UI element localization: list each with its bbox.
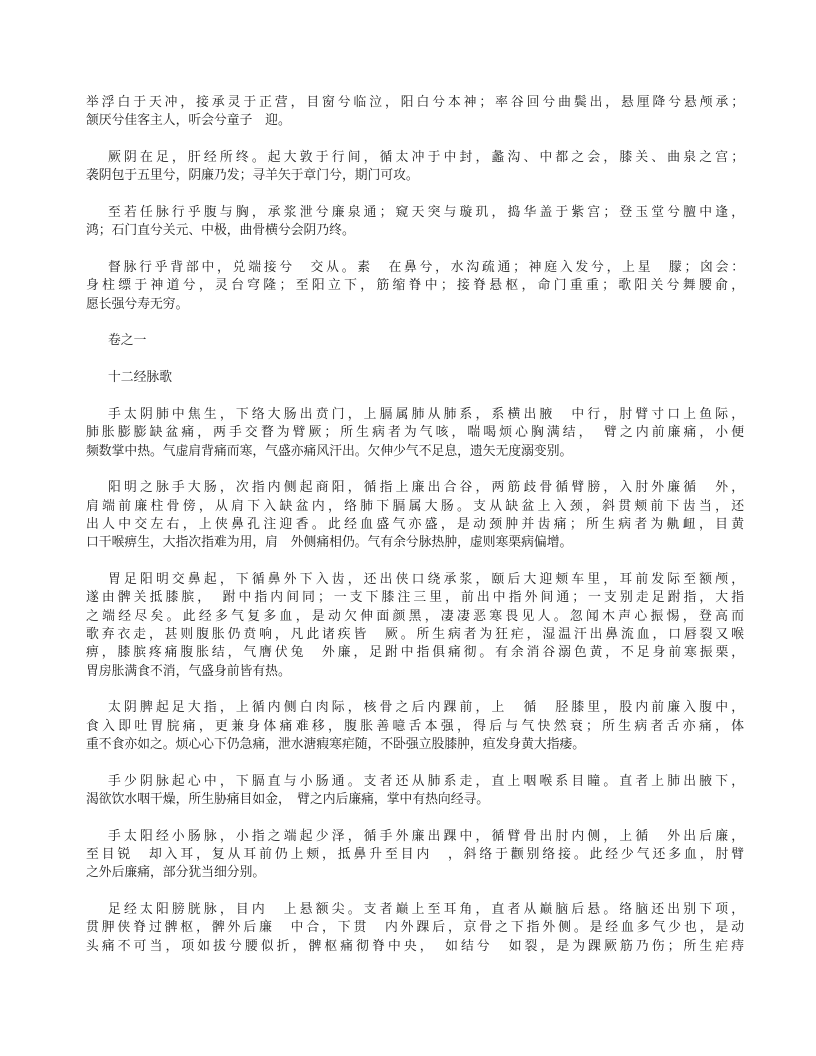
text-line: 胃足阳明交鼻起，下循鼻外下入齿，还出侠口绕承浆，颐后大迎颊车里，耳前发际至额颅， (108, 571, 744, 586)
text-line: 愿长强兮寿无穷。 (86, 296, 189, 311)
text-line: 阳明之脉手大肠，次指内侧起商阳，循指上廉出合谷，两筋歧骨循臂膀，入肘外廉循 外， (108, 480, 744, 495)
text-line: 之端经尽矣。此经多气复多血，是动欠伸面颜黑，凄凄恶寒畏见人。忽闻木声心振惕，登高而 (86, 608, 744, 623)
text-line: 至若任脉行乎腹与胸，承浆泄兮廉泉通；窥天突与璇玑，捣华盖于紫宫；登玉堂兮膻中逢， (108, 205, 744, 220)
text-line: 卷之一 (108, 333, 147, 348)
text-line: 颔厌兮佳客主人，听会兮童子 迎。 (86, 113, 291, 128)
paragraph (86, 900, 744, 955)
text-line: 食入即吐胃脘痛，更兼身体痛难移，腹胀善噫舌本强，得后与气快然衰；所生病者舌亦痛，体 (86, 718, 744, 733)
text-line: 十二经脉歌 (108, 370, 172, 385)
text-line: 太阴脾起足大指，上循内侧白肉际，核骨之后内踝前，上 循 胫膝里，股内前廉入腹中， (108, 700, 744, 715)
text-line: 歌弃衣走，甚则腹胀仍贲响，凡此诸疾皆 厥。所生病者为狂疟，湿温汗出鼻流血，口唇裂又喉 (86, 626, 744, 641)
text-line: 手太阴肺中焦生，下络大肠出贲门，上膈属肺从肺系，系横出腋 中行，肘臂寸口上鱼际， (108, 406, 744, 421)
paragraph (86, 93, 744, 130)
paragraph (86, 478, 744, 551)
document-page (86, 93, 744, 955)
text-line: 胃房胀满食不消，气盛身前皆有热。 (86, 663, 291, 678)
paragraph (86, 827, 744, 882)
text-line: 厥阴在足，肝经所终。起大敦于行间，循太冲于中封，蠡沟、中都之会，膝关、曲泉之宫； (108, 150, 744, 165)
text-line: 渴欲饮水咽干燥，所生胁痛目如金， 臂之内后廉痛，掌中有热向经寻。 (86, 792, 490, 807)
paragraph (86, 772, 744, 809)
text-line: 袭阴包于五里兮，阴廉乃发；寻羊矢于章门兮，期门可攻。 (86, 168, 419, 183)
text-line: 肺胀膨膨缺盆痛，两手交瞀为臂厥；所生病者为气咳，喘喝烦心胸满结， 臂之内前廉痛，小便 (86, 425, 744, 440)
text-line: 口干喉痹生，大指次指难为用，肩 外侧痛相仍。气有余兮脉热肿，虚则寒栗病偏增。 (86, 535, 573, 550)
text-line: 肩端前廉柱骨傍，从肩下入缺盆内，络肺下膈属大肠。支从缺盆上入颈，斜贯颊前下齿当，还 (86, 498, 744, 513)
text-line: 之外后廉痛，部分犹当细分别。 (86, 865, 266, 880)
paragraph (86, 698, 744, 753)
paragraph (86, 405, 744, 460)
text-line: 重不食亦如之。烦心心下仍急痛，泄水溏瘕寒疟随，不卧强立股膝肿，疸发身黄大指痿。 (86, 737, 586, 752)
paragraph (86, 203, 744, 240)
text-line: 贯胛侠脊过髀枢，髀外后廉 中合，下贯 内外踝后，京骨之下指外侧。是经血多气少也，是动 (86, 920, 744, 935)
text-line: 手少阴脉起心中，下膈直与小肠通。支者还从肺系走，直上咽喉系目瞳。直者上肺出腋下， (108, 773, 744, 788)
heading (86, 368, 744, 386)
paragraph (86, 258, 744, 313)
text-line: 头痛不可当，项如拔兮腰似折，髀枢痛彻脊中央， 如结兮 如裂，是为踝厥筋乃伤；所生疟痔 (86, 938, 744, 953)
heading (86, 331, 744, 349)
text-line: 频数掌中热。气虚肩背痛而寒，气盛亦痛风汗出。欠伸少气不足息，遗矢无度溺变别。 (86, 443, 573, 458)
text-line: 至目锐 却入耳，复从耳前仍上颊，抵鼻升至目内 ，斜络于颧别络接。此经少气还多血，肘臂 (86, 847, 744, 862)
text-line: 督脉行乎背部中，兑端接兮 交从。素 在鼻兮，水沟疏通；神庭入发兮，上星 朦；囟会： (108, 260, 744, 275)
text-line: 手太阳经小肠脉，小指之端起少泽，循手外廉出踝中，循臂骨出肘内侧，上循 外出后廉， (108, 828, 744, 843)
text-line: 痹，膝膑疼痛腹胀结，气膺伏兔 外廉，足跗中指俱痛彻。有余消谷溺色黄，不足身前寒振栗， (86, 645, 744, 660)
text-line: 遂由髀关抵膝膑， 跗中指内间同；一支下膝注三里，前出中指外间通；一支别走足跗指，大指 (86, 590, 744, 605)
text-line: 身柱缥于神道兮，灵台穹隆；至阳立下，筋缩脊中；接脊悬枢，命门重重；歌阳关兮舞腰俞， (86, 278, 744, 293)
paragraph (86, 148, 744, 185)
text-line: 鸿；石门直兮关元、中极，曲骨横兮会阴乃终。 (86, 223, 355, 238)
text-line: 举浮白于天冲，接承灵于正营，目窗兮临泣，阳白兮本神；率谷回兮曲鬓出，悬厘降兮悬颅承； (86, 95, 744, 109)
paragraph (86, 570, 744, 680)
text-line: 足经太阳膀胱脉，目内 上悬额尖。支者巅上至耳角，直者从巅脑后悬。络脑还出别下项， (108, 902, 744, 917)
text-line: 出人中交左右，上侠鼻孔注迎香。此经血盛气亦盛，是动颈肿并齿痛；所生病者为鼽衄，目黄 (86, 516, 744, 531)
